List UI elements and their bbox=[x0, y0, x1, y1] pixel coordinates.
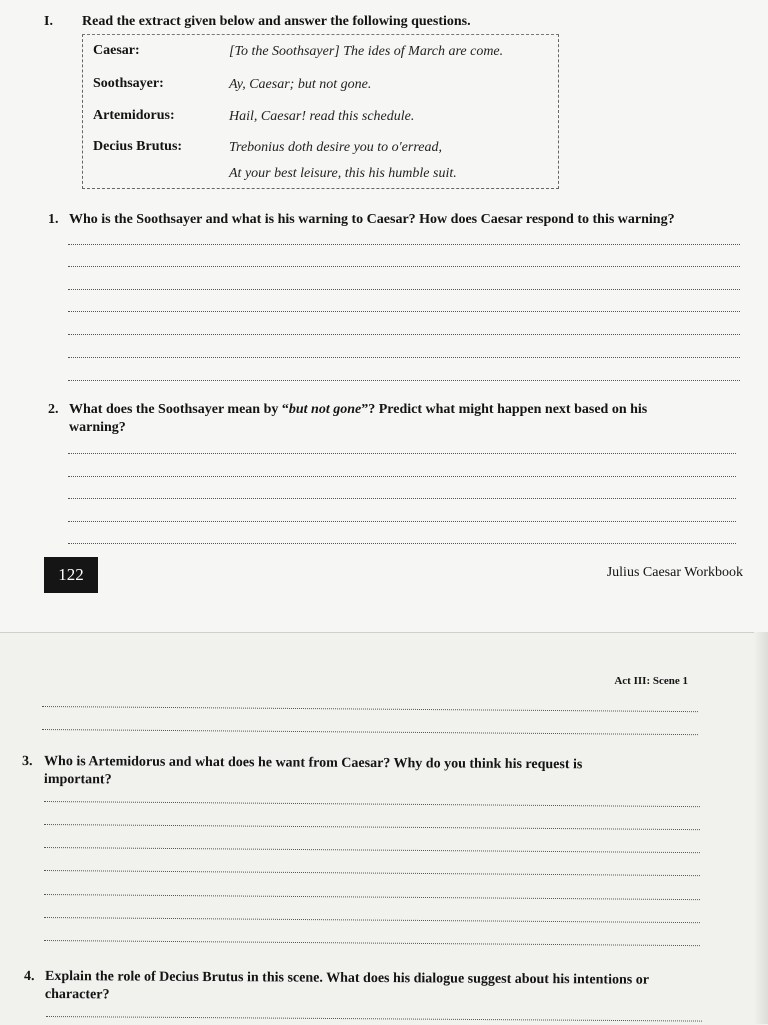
answer-line[interactable] bbox=[68, 521, 736, 522]
answer-line[interactable] bbox=[68, 498, 736, 499]
workbook-page-123 bbox=[0, 632, 768, 1025]
speaker-soothsayer: Soothsayer: bbox=[93, 76, 164, 91]
answer-line[interactable] bbox=[68, 244, 740, 245]
speaker-artemidorus: Artemidorus: bbox=[93, 108, 175, 123]
question-3-text-line1: Who is Artemidorus and what does he want from Caesar? Why do you think his request is bbox=[44, 754, 583, 773]
book-title: Julius Caesar Workbook bbox=[606, 565, 743, 580]
answer-line[interactable] bbox=[44, 847, 700, 853]
question-4-number: 4. bbox=[23, 969, 35, 985]
answer-line[interactable] bbox=[44, 894, 700, 900]
section-instruction: Read the extract given below and answer the following questions. bbox=[82, 14, 471, 29]
question-4-text bbox=[45, 968, 735, 1008]
answer-line[interactable] bbox=[44, 824, 700, 830]
answer-line[interactable] bbox=[68, 380, 740, 381]
answer-line[interactable] bbox=[68, 266, 740, 267]
answer-line[interactable] bbox=[46, 1016, 702, 1022]
question-2-number: 2. bbox=[48, 402, 59, 417]
speech-decius-brutus-line1: Trebonius doth desire you to o'erread, bbox=[229, 140, 442, 155]
answer-line[interactable] bbox=[44, 917, 700, 923]
extract-box bbox=[82, 34, 559, 189]
answer-line[interactable] bbox=[68, 334, 740, 335]
question-3-text-line2: important? bbox=[43, 772, 112, 788]
question-4-text-line1: Explain the role of Decius Brutus in this scene. What does his dialogue suggest about his intentions or bbox=[45, 969, 649, 988]
answer-line[interactable] bbox=[44, 940, 700, 946]
answer-line[interactable] bbox=[68, 311, 740, 312]
question-4-text-line2: character? bbox=[44, 987, 110, 1003]
question-2-text bbox=[69, 401, 749, 437]
answer-line[interactable] bbox=[68, 453, 736, 454]
answer-line[interactable] bbox=[44, 801, 700, 807]
speaker-caesar: Caesar: bbox=[93, 43, 140, 58]
answer-line[interactable] bbox=[42, 729, 698, 735]
question-1-number: 1. bbox=[48, 212, 59, 227]
answer-line[interactable] bbox=[68, 476, 736, 477]
answer-line[interactable] bbox=[68, 289, 740, 290]
question-2-text-start: What does the Soothsayer mean by “ bbox=[69, 402, 289, 417]
section-marker: I. bbox=[44, 14, 53, 29]
question-3-number: 3. bbox=[21, 754, 33, 770]
answer-line[interactable] bbox=[44, 870, 700, 876]
speech-caesar: [To the Soothsayer] The ides of March are come. bbox=[229, 44, 504, 59]
answer-line[interactable] bbox=[42, 706, 698, 712]
answer-line[interactable] bbox=[68, 543, 736, 544]
question-1-text: Who is the Soothsayer and what is his warning to Caesar? How does Caesar respond to this warning? bbox=[69, 212, 675, 227]
answer-line[interactable] bbox=[68, 357, 740, 358]
speech-decius-brutus-line2: At your best leisure, this his humble suit. bbox=[229, 166, 457, 181]
question-3-text bbox=[44, 753, 684, 793]
speech-soothsayer: Ay, Caesar; but not gone. bbox=[229, 77, 372, 92]
question-2-text-line2: warning? bbox=[69, 420, 126, 435]
running-head: Act III: Scene 1 bbox=[614, 675, 688, 687]
page-number-badge: 122 bbox=[44, 557, 98, 593]
speaker-decius-brutus: Decius Brutus: bbox=[93, 139, 183, 154]
speech-artemidorus: Hail, Caesar! read this schedule. bbox=[229, 109, 415, 124]
question-2-emphasis: but not gone bbox=[288, 402, 362, 417]
page-edge-shadow bbox=[754, 632, 768, 1024]
question-2-text-end: ”? Predict what might happen next based on his bbox=[361, 402, 648, 417]
